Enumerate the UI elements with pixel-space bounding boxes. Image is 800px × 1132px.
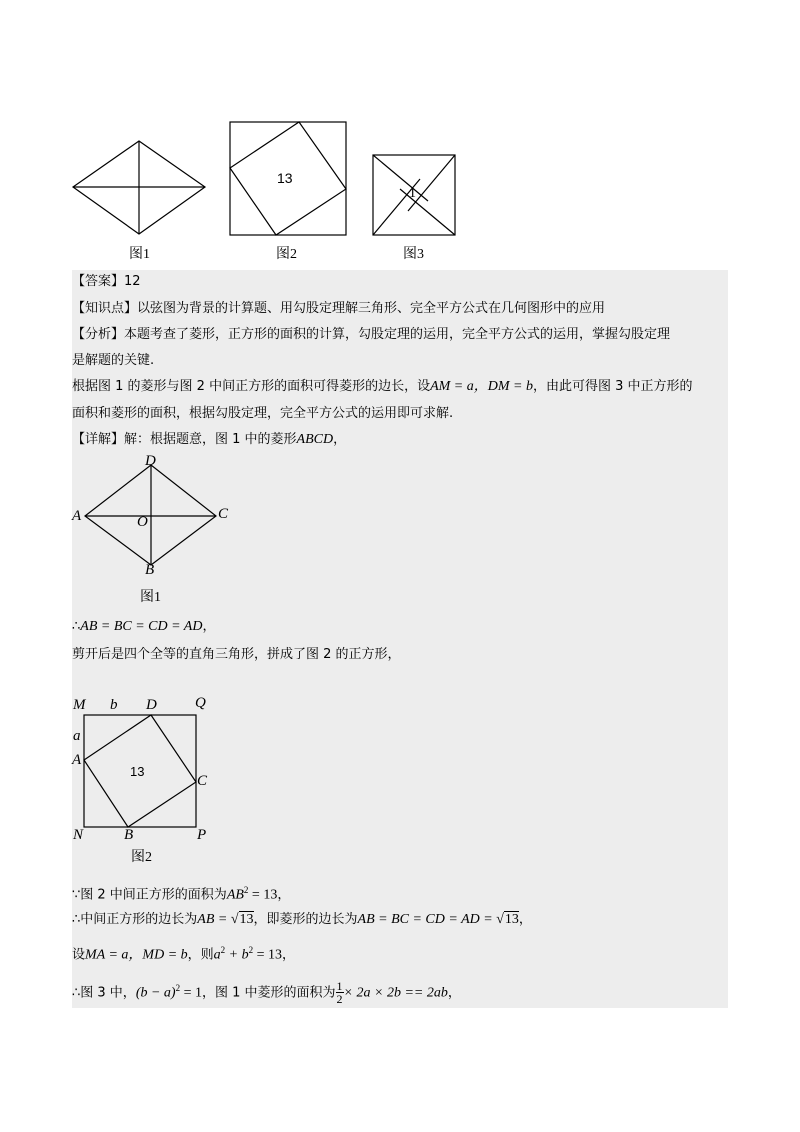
area-text: ∵图 2 中间正方形的面积为 <box>72 887 227 903</box>
let-text-c: ，则 <box>187 947 214 963</box>
rhombus-label-c: C <box>218 506 229 522</box>
let-eq-13: = 13 <box>253 947 283 963</box>
fig1-caption: 图1 <box>129 247 150 262</box>
fig2-area-label: 13 <box>277 170 293 186</box>
square-figure <box>0 700 300 840</box>
analysis-3-text-a: 根据图 1 的菱形与图 2 中间正方形的面积可得菱形的边长，设 <box>72 379 431 394</box>
therefore-symbol: ∴ <box>72 619 81 634</box>
analysis-line-2: 是解题的关键. <box>72 353 155 368</box>
half-numerator: 1 <box>336 979 343 994</box>
fig3-exp: 2 <box>175 983 181 993</box>
let-line <box>72 940 295 965</box>
fig3-text-e: ，图 1 中菱形的面积为 <box>202 985 336 1001</box>
equal-sides-line <box>72 617 216 637</box>
analysis-line-3 <box>72 377 693 397</box>
cut-text-line: 剪开后是四个全等的直角三角形，拼成了图 2 的正方形， <box>72 647 401 662</box>
answer-line: 【答案】12 <box>72 274 141 289</box>
fig3-eq-1: = 1 <box>180 985 202 1001</box>
square-label-b: B <box>124 827 134 843</box>
square-label-m: M <box>73 697 86 713</box>
area-suffix: ， <box>277 887 291 903</box>
square-label-p: P <box>197 827 207 843</box>
half-fraction <box>336 980 344 1005</box>
square-label-c: C <box>197 773 208 789</box>
side-suffix: ， <box>518 912 532 927</box>
square-label-d: D <box>146 697 157 713</box>
side-all-equal: AB = BC = CD = AD = <box>357 912 497 927</box>
equal-sides-suffix: ， <box>202 619 216 634</box>
fig3-text-a: ∴图 3 中， <box>72 985 136 1001</box>
fig3-caption: 图3 <box>403 247 424 262</box>
let-a-exp: 2 <box>220 945 226 955</box>
rhombus-label-b: B <box>145 562 155 578</box>
let-a: a <box>213 947 221 963</box>
square-label-a-small: a <box>73 728 81 744</box>
half-denominator: 2 <box>336 992 343 1007</box>
area-value: = 13 <box>248 887 278 903</box>
detail-line <box>72 430 346 450</box>
side-text-a: ∴中间正方形的边长为 <box>72 912 198 927</box>
rhombus-label-o: O <box>137 514 148 530</box>
top-rhombus <box>73 141 205 234</box>
top-figures <box>0 100 800 270</box>
square-label-b-small: b <box>110 697 118 713</box>
let-text-a: 设 <box>72 947 86 963</box>
analysis-line-1: 【分析】本题考查了菱形，正方形的面积的计算，勾股定理的运用，完全平方公式的运用，掌握勾股定理 <box>72 327 671 342</box>
fig3-suffix: ， <box>447 985 461 1001</box>
side-sqrt-13b: 13 <box>504 912 519 927</box>
side-line: ∴中间正方形的边长为AB = √13，即菱形的边长为AB = BC = CD = AD = √13， <box>72 912 532 927</box>
fig2-caption: 图2 <box>276 247 297 262</box>
knowledge-line: 【知识点】以弦图为背景的计算题、用勾股定理解三角形、完全平方公式在几何图形中的应用 <box>72 301 606 316</box>
detail-text-a: 【详解】解：根据题意，图 1 中的菱形 <box>72 432 297 447</box>
side-sqrt-13: 13 <box>239 912 254 927</box>
fig3-area-label: 1 <box>409 186 416 201</box>
area-line <box>72 880 290 905</box>
fig3-area-expr: × 2a × 2b == 2ab <box>343 985 448 1001</box>
square-label-n: N <box>73 827 84 843</box>
area-exp: 2 <box>243 885 249 895</box>
fig3-b-minus-a: (b − a) <box>135 985 176 1001</box>
rhombus-label-a: A <box>72 508 82 524</box>
let-ma-md: MA = a，MD = b <box>85 947 188 963</box>
side-text-d: ，即菱形的边长为 <box>253 912 358 927</box>
square-area-label: 13 <box>130 764 145 779</box>
analysis-3-math: AM = a，DM = b <box>430 379 533 394</box>
let-b-exp: 2 <box>248 945 254 955</box>
detail-text-c: ， <box>333 432 347 447</box>
square-caption: 图2 <box>131 850 152 865</box>
square-label-q: Q <box>195 695 206 711</box>
area-ab: AB <box>226 887 244 903</box>
let-suffix: ， <box>282 947 296 963</box>
square-label-a: A <box>72 752 82 768</box>
side-ab: AB = <box>197 912 231 927</box>
let-plus-b: + b <box>225 947 249 963</box>
rhombus-label-d: D <box>145 453 156 469</box>
rhombus-caption: 图1 <box>140 590 161 605</box>
analysis-3-text-c: ，由此可得图 3 中正方形的 <box>532 379 693 394</box>
fig3-line <box>72 978 461 1005</box>
detail-math: ABCD <box>296 432 334 447</box>
equal-sides-math: AB = BC = CD = AD <box>80 619 203 634</box>
analysis-line-4: 面积和菱形的面积，根据勾股定理，完全平方公式的运用即可求解. <box>72 406 454 421</box>
